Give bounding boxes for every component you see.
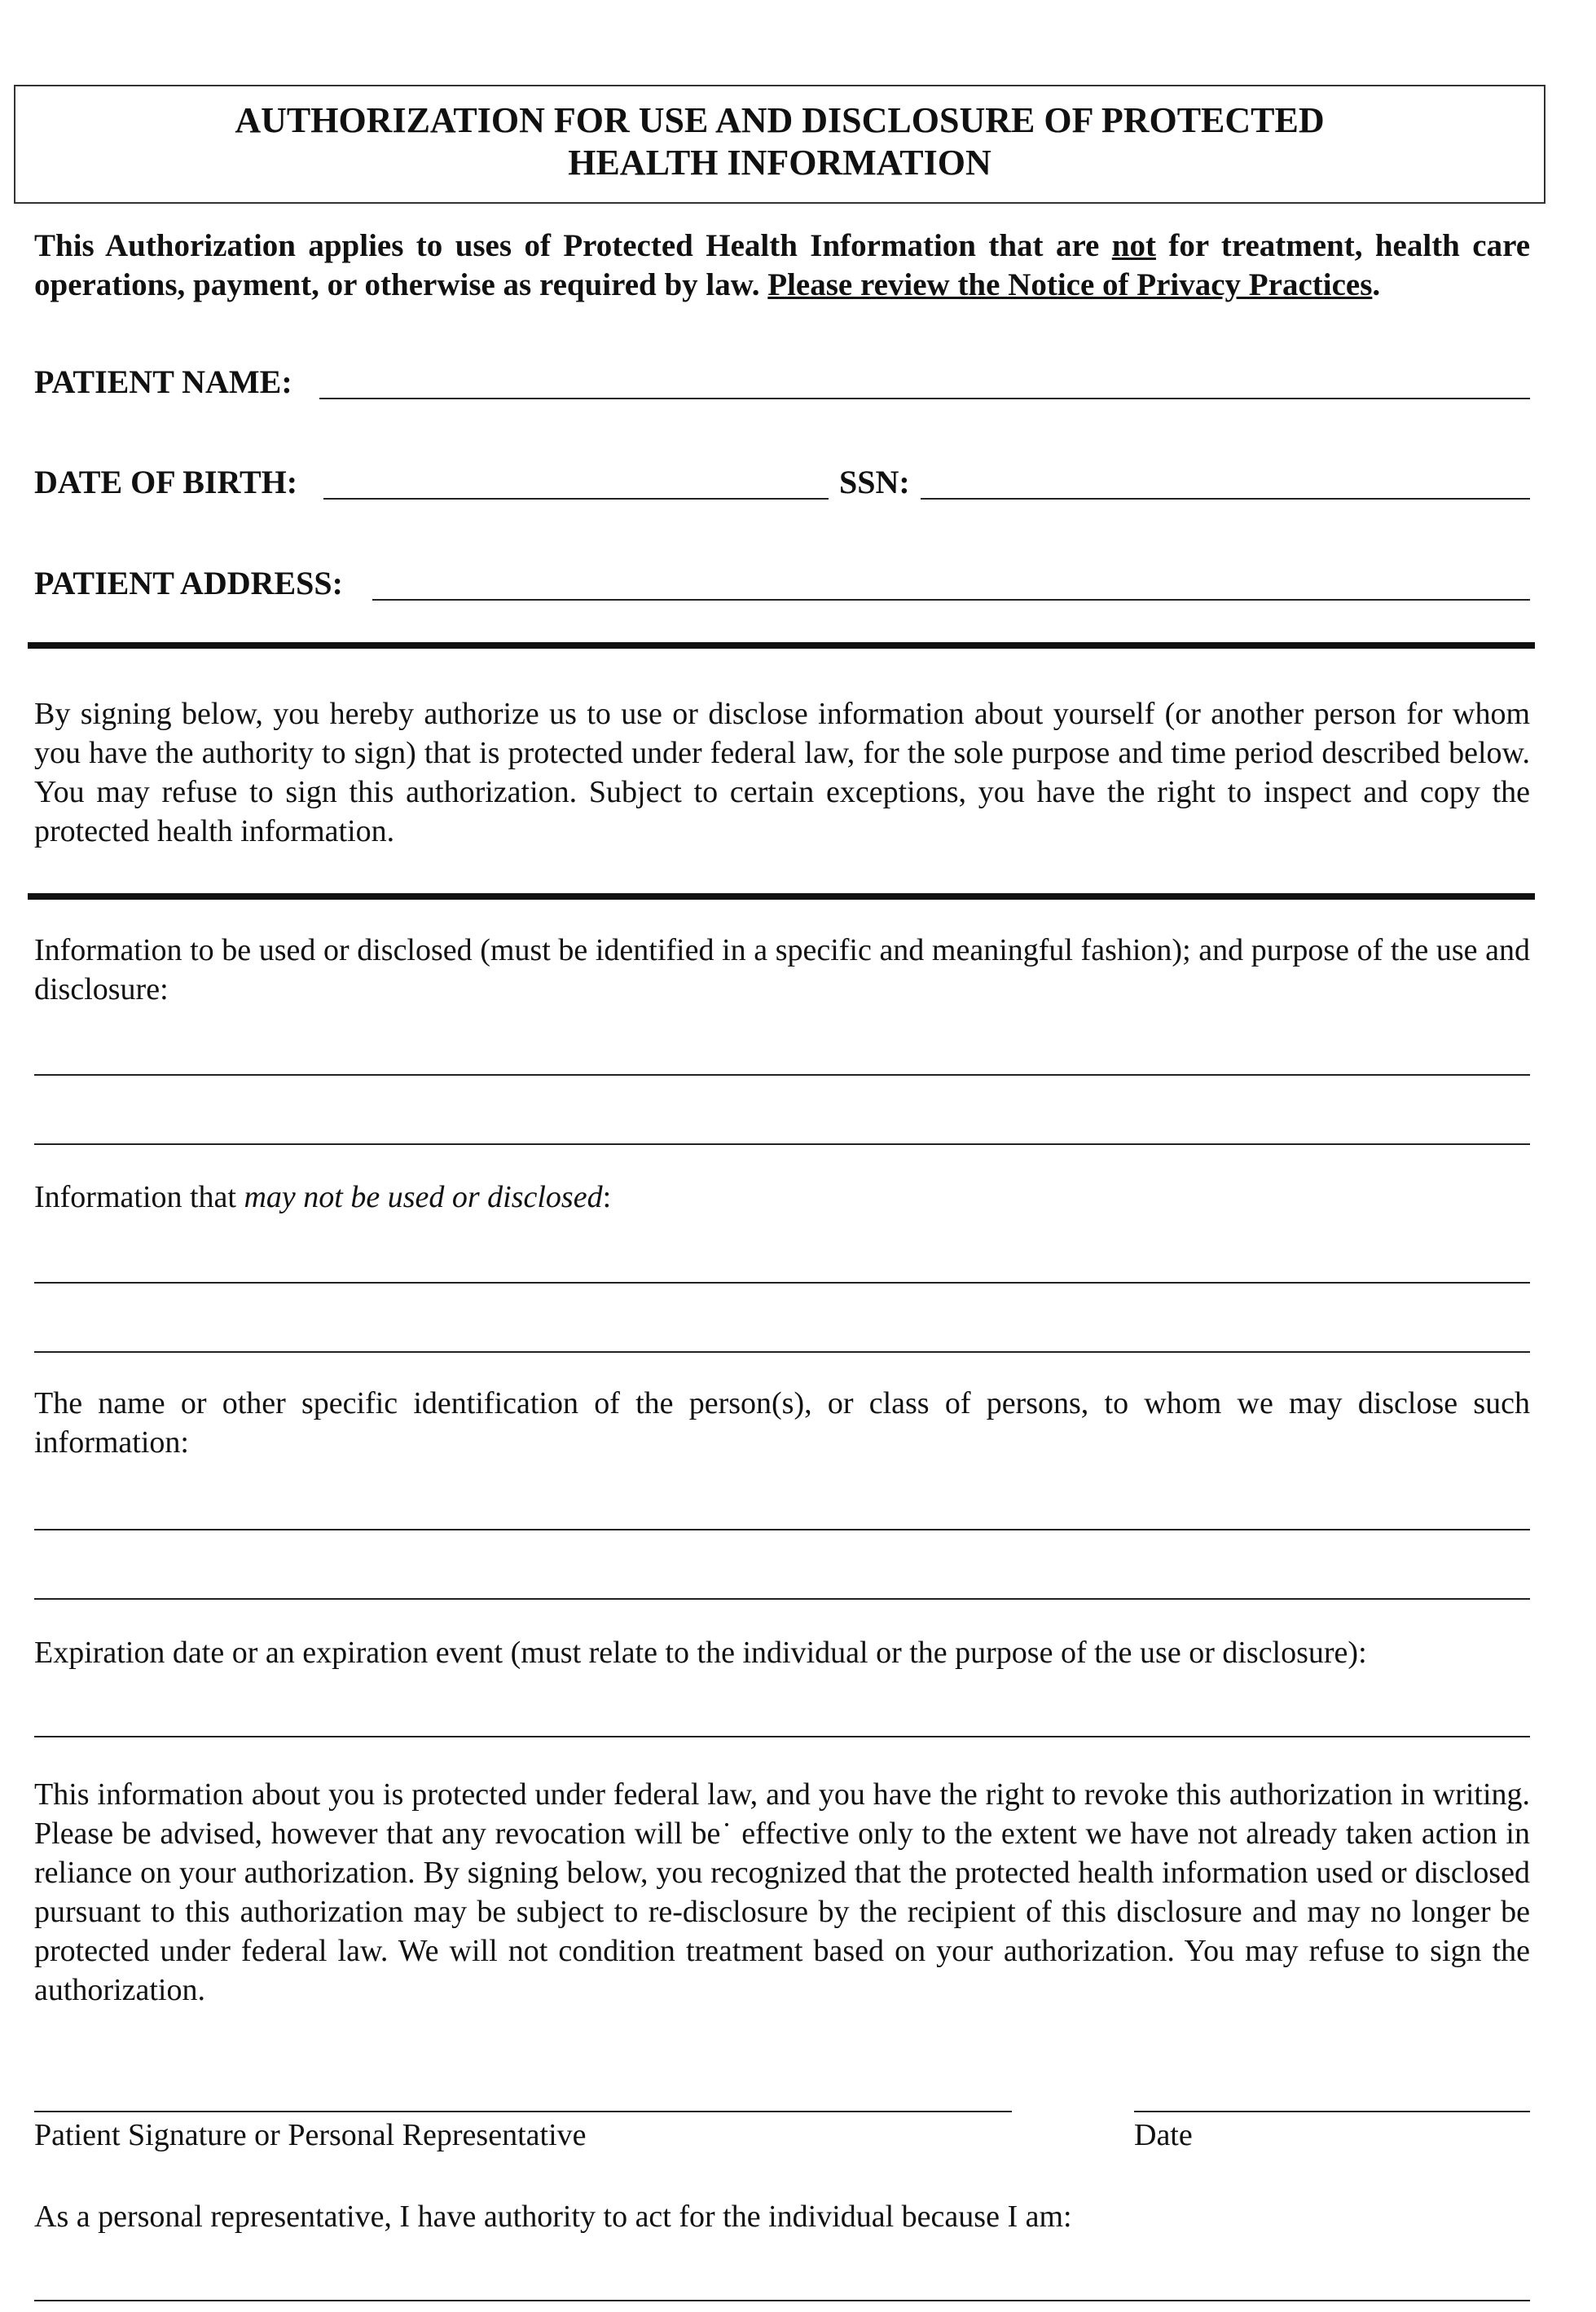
intro-statement: [34, 227, 1530, 305]
patient-address-label: PATIENT ADDRESS:: [34, 565, 343, 601]
signature-date-label: Date: [1134, 2118, 1193, 2152]
intro-part-1: This Authorization applies to uses of Protected Health Information that are: [34, 228, 1112, 263]
ssn-field[interactable]: [921, 498, 1530, 500]
not-used-suffix: :: [602, 1180, 612, 1214]
form-title-line-1: AUTHORIZATION FOR USE AND DISCLOSURE OF PROTECTED: [235, 100, 1325, 140]
recipients-label: The name or other specific identification of the person(s), or class of persons, to whom we may disclose such information:: [34, 1386, 1530, 1460]
intro-end: .: [1372, 267, 1381, 302]
not-used-prefix: Information that: [34, 1180, 244, 1214]
expiration-line[interactable]: [34, 1736, 1530, 1737]
intro-part-2: for treatment, health care operations, payment, or otherwise as required by law.: [34, 228, 1530, 302]
privacy-notice-reference: Please review the Notice of Privacy Practices: [767, 267, 1373, 302]
protection-paragraph: This information about you is protected under federal law, and you have the right to revoke this authorization in writing. Please be advised, however that any revocation will be˙ effective only to the extent we have not already taken action in reliance on your authorization. By signing below, you recognized that the protected health information used or disclosed pursuant to this authorization may be subject to re-disclosure by the recipient of this disclosure and may no longer be protected under federal law. We will not condition treatment based on your authorization. You may refuse to sign the authorization.: [34, 1777, 1530, 2007]
not-used-italic: may not be used or disclosed: [244, 1180, 603, 1214]
info-used-line-2[interactable]: [34, 1143, 1530, 1145]
representative-line[interactable]: [34, 2300, 1530, 2301]
info-not-used-label: [34, 1178, 611, 1217]
patient-name-field[interactable]: [319, 398, 1530, 399]
representative-statement: As a personal representative, I have authority to act for the individual because I am:: [34, 2200, 1072, 2234]
date-of-birth-field[interactable]: [323, 498, 829, 500]
patient-address-field[interactable]: [372, 599, 1530, 601]
authorization-paragraph: By signing below, you hereby authorize us to use or disclose information about yourself (or another person for whom you have the authority to sign) that is protected under federal law, for the sole purpose and time period described below. You may refuse to sign this authorization. Subject to certain exceptions, you have the right to inspect and copy the protected health information.: [34, 697, 1530, 848]
info-used-label: Information to be used or disclosed (must be identified in a specific and meaningful fashion); and purpose of the use and disclosure:: [34, 933, 1530, 1006]
form-title-line-2: HEALTH INFORMATION: [568, 143, 991, 183]
section-divider: [28, 893, 1535, 900]
info-not-used-line-1[interactable]: [34, 1282, 1530, 1284]
signature-date-line[interactable]: [1134, 2111, 1530, 2112]
patient-name-label: PATIENT NAME:: [34, 363, 292, 400]
recipients-line-2[interactable]: [34, 1598, 1530, 1600]
expiration-label: Expiration date or an expiration event (must relate to the individual or the purpose of the use or disclosure):: [34, 1636, 1367, 1670]
signature-line[interactable]: [34, 2111, 1012, 2112]
intro-not-word: not: [1111, 228, 1156, 263]
date-of-birth-label: DATE OF BIRTH:: [34, 464, 298, 500]
ssn-label: SSN:: [839, 464, 910, 500]
signature-label: Patient Signature or Personal Representative: [34, 2118, 587, 2152]
section-divider: [28, 642, 1535, 649]
recipients-line-1[interactable]: [34, 1529, 1530, 1530]
info-used-line-1[interactable]: [34, 1074, 1530, 1076]
info-not-used-line-2[interactable]: [34, 1351, 1530, 1353]
form-title-box: [14, 85, 1545, 204]
